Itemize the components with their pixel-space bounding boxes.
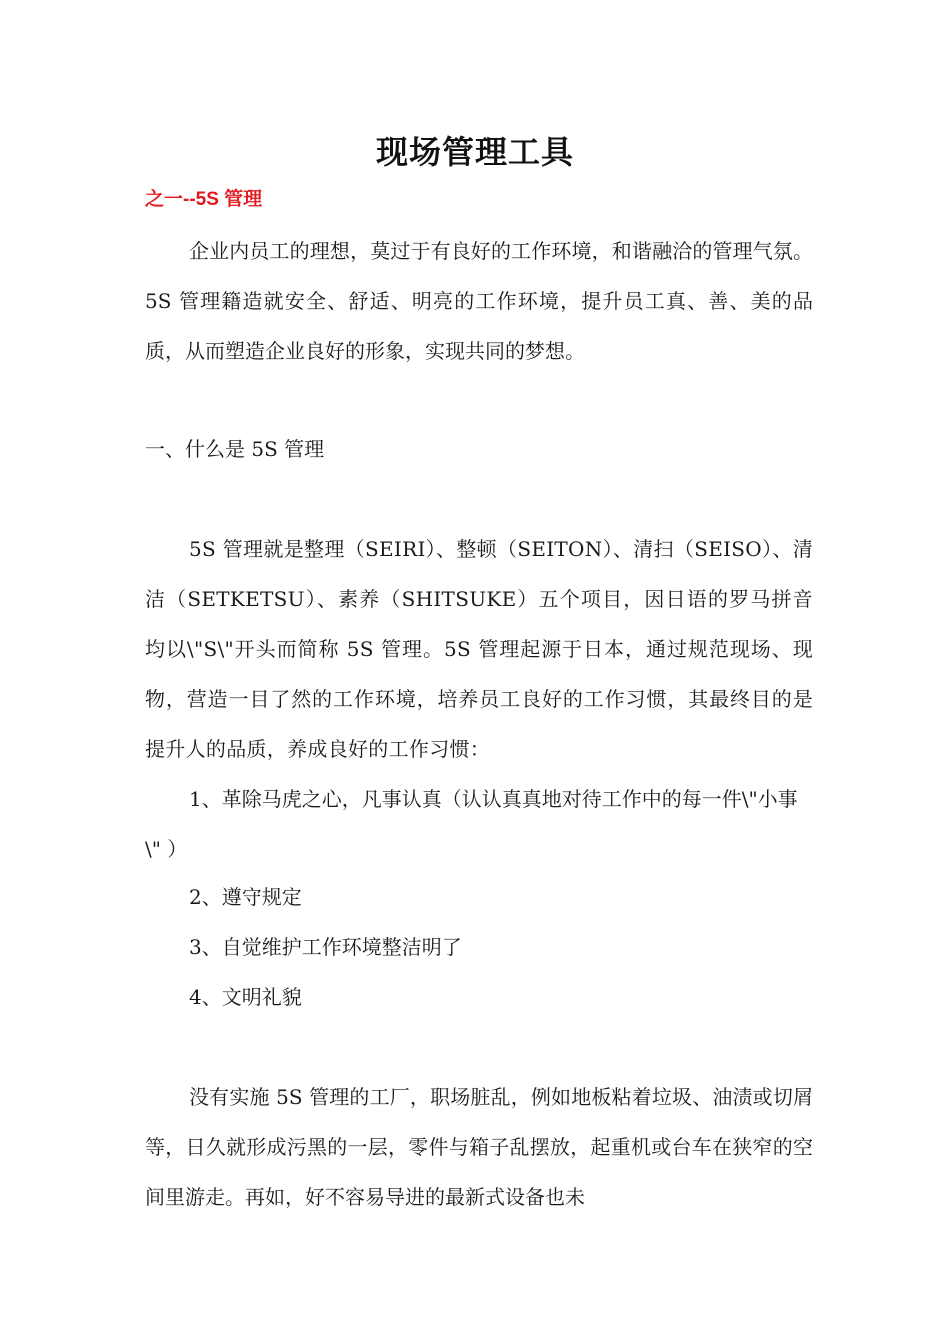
definition-paragraph: 5S 管理就是整理（SEIRI）、整顿（SEITON）、清扫（SEISO）、清洁（SETKETSU）、素养（SHITSUKE）五个项目，因日语的罗马拼音均以\"S\"开头而简称 5S 管理。5S 管理起源于日本，通过规范现场、现物，营造一目了然的工作环境，培养员工良好的工作习惯，其最终目的是提升人的品质，养成良好的工作习惯： [145, 537, 813, 761]
page-title: 现场管理工具 [375, 133, 574, 171]
intro-paragraph: 企业内员工的理想，莫过于有良好的工作环境，和谐融洽的管理气氛。5S 管理籍造就安全、舒适、明亮的工作环境，提升员工真、善、美的品质，从而塑造企业良好的形象，实现共同的梦想。 [145, 239, 813, 363]
no-5s-paragraph: 没有实施 5S 管理的工厂，职场脏乱，例如地板粘着垃圾、油渍或切屑等，日久就形成污黑的一层，零件与箱子乱摆放，起重机或台车在狭窄的空间里游走。再如，好不容易导进的最新式设备也未 [145, 1085, 813, 1209]
list-item: 1、革除马虎之心，凡事认真（认认真真地对待工作中的每一件\"小事\" ） [145, 787, 798, 861]
section-heading: 一、什么是 5S 管理 [145, 437, 325, 461]
subtitle: 之一--5S 管理 [145, 189, 263, 210]
list-item: 2、遵守规定 [189, 885, 302, 909]
list-item: 4、文明礼貌 [189, 985, 302, 1009]
list-item: 3、自觉维护工作环境整洁明了 [189, 935, 462, 959]
